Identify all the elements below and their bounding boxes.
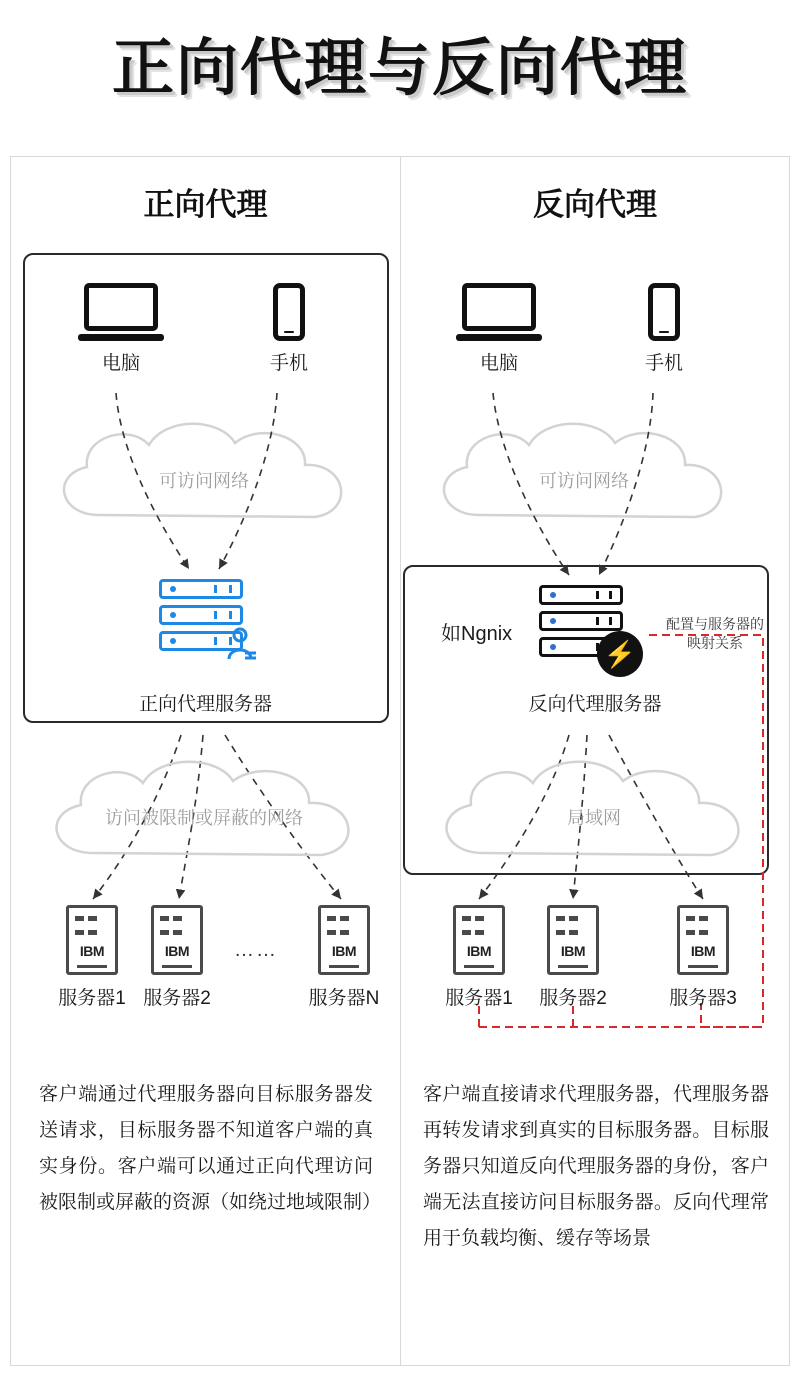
- server-label: 服务器3: [669, 988, 737, 1009]
- server-brand: IBM: [331, 943, 357, 959]
- target-server-2-left: [132, 905, 222, 1010]
- server-brand: IBM: [690, 943, 716, 959]
- mapping-annotation: [651, 615, 779, 653]
- cloud-label: 访问被限制或屏蔽的网络: [105, 808, 303, 828]
- cloud-blocked-network-left: [29, 753, 379, 881]
- device-label: 手机: [269, 353, 308, 374]
- server-brand: IBM: [79, 943, 105, 959]
- mapping-annotation-line2: 映射关系: [687, 635, 743, 651]
- cloud-label: 局域网: [567, 808, 621, 828]
- cloud-lan-right: [419, 753, 769, 881]
- forward-proxy-server-icon: [159, 579, 243, 657]
- comparison-columns: [10, 156, 790, 1366]
- target-server-1-left: [47, 905, 137, 1010]
- server-label: 服务器1: [445, 988, 513, 1009]
- server-label: 服务器1: [58, 988, 126, 1009]
- reverse-proxy-description: 客户端直接请求代理服务器，代理服务器再转发请求到真实的目标服务器。目标服务器只知道反向代理服务器的身份，客户端无法直接访问目标服务器。反向代理常用于负载均衡、缓存等场景: [423, 1084, 769, 1249]
- column-reverse-proxy: [400, 156, 790, 1366]
- device-label: 电脑: [101, 353, 140, 374]
- bolt-icon: ⚡: [597, 631, 643, 677]
- server-label: 服务器2: [143, 988, 211, 1009]
- column-heading-forward: 正向代理: [143, 187, 268, 222]
- target-server-3-right: [657, 905, 749, 1010]
- page-title: 正向代理与反向代理: [111, 31, 688, 104]
- server-icon: [318, 905, 370, 975]
- forward-proxy-description: 客户端通过代理服务器向目标服务器发送请求，目标服务器不知道客户端的真实身份。客户端可以通过正向代理访问被限制或屏蔽的资源（如绕过地域限制）: [39, 1084, 382, 1213]
- target-server-1-right: [433, 905, 525, 1010]
- mapping-annotation-line1: 配置与服务器的: [666, 616, 764, 632]
- server-icon: [151, 905, 203, 975]
- cloud-label: 可访问网络: [159, 471, 249, 491]
- server-brand: IBM: [560, 943, 586, 959]
- server-icon: [547, 905, 599, 975]
- reverse-proxy-caption: 反向代理服务器: [528, 694, 662, 715]
- reverse-proxy-server-icon: [539, 585, 637, 669]
- column-forward-proxy: [10, 156, 400, 1366]
- server-brand: IBM: [164, 943, 190, 959]
- proxy-software-note: 如Ngnix: [441, 623, 513, 645]
- server-icon: [66, 905, 118, 975]
- cloud-label: 可访问网络: [539, 471, 629, 491]
- target-server-n-left: [299, 905, 389, 1010]
- server-icon: [677, 905, 729, 975]
- column-heading-reverse: 反向代理: [533, 187, 657, 222]
- device-label: 手机: [644, 353, 683, 374]
- user-icon: [227, 627, 257, 661]
- target-server-2-right: [527, 905, 619, 1010]
- device-label: 电脑: [479, 353, 518, 374]
- forward-proxy-caption: 正向代理服务器: [138, 694, 272, 715]
- server-label: 服务器N: [308, 988, 380, 1009]
- servers-ellipsis: ……: [234, 939, 278, 961]
- server-label: 服务器2: [539, 988, 607, 1009]
- server-icon: [453, 905, 505, 975]
- server-brand: IBM: [466, 943, 492, 959]
